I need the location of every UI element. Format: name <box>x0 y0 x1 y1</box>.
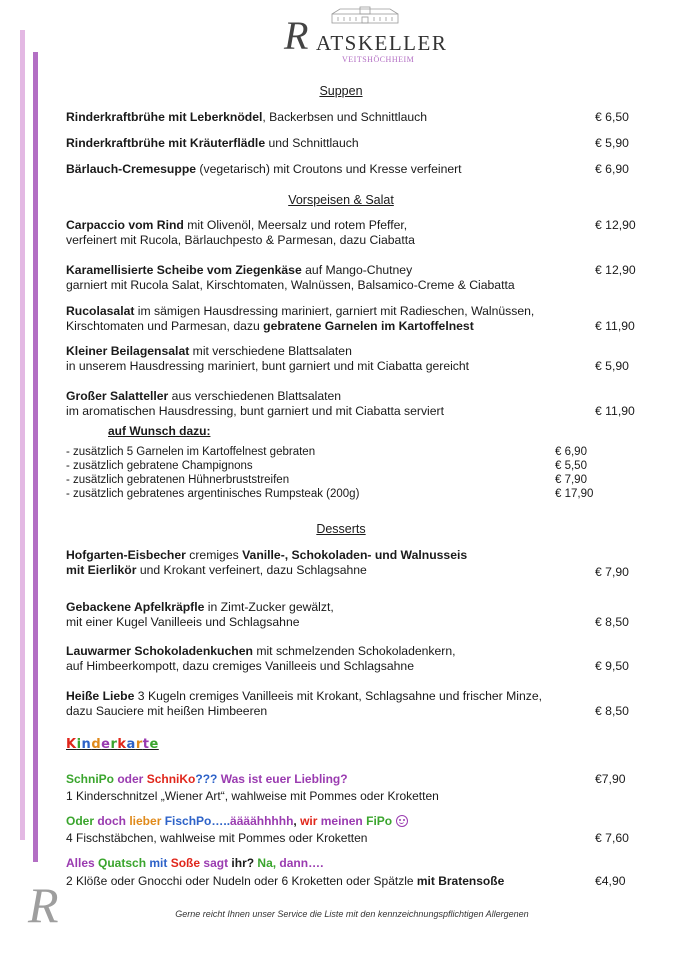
extra-item: - zusätzlich gebratene Champignons <box>66 460 253 472</box>
item-price: € 7,60 <box>595 831 629 845</box>
menu-item <box>66 344 586 374</box>
menu-item <box>66 644 586 674</box>
dish-description-line2: in unserem Hausdressing mariniert, bunt garniert und mit Ciabatta gereicht <box>66 359 470 373</box>
dish-description: cremiges <box>185 548 243 562</box>
kids-headline-word: meinen <box>320 814 367 828</box>
allergen-note: Gerne reicht Ihnen unser Service die Liste mit den kennzeichnungspflichtigen Allergenen <box>175 909 529 919</box>
dish-description: im sämigen Hausdressing mariniert, garniert mit Radieschen, Walnüssen, <box>134 304 535 318</box>
kids-headline-word: doch <box>97 814 130 828</box>
item-price: € 9,50 <box>595 659 629 673</box>
logo-initial: R <box>284 13 309 58</box>
dish-highlight: gebratene Garnelen im Kartoffelnest <box>263 319 474 333</box>
menu-item <box>66 162 586 177</box>
kids-headline-word: ??? <box>195 772 221 786</box>
item-price: € 11,90 <box>595 319 635 333</box>
kids-desc-highlight: mit Bratensoße <box>416 874 505 888</box>
kids-title-letter: n <box>81 737 92 752</box>
building-icon <box>330 6 400 24</box>
menu-item <box>66 110 586 125</box>
item-price: € 12,90 <box>595 263 636 277</box>
kids-headline-word: Na, <box>257 856 280 870</box>
kids-headline-word: , <box>293 814 301 828</box>
dish-description: aus verschiedenen Blattsalaten <box>168 389 342 403</box>
dish-description: in Zimt-Zucker gewälzt, <box>204 600 334 614</box>
kids-item-description: 1 Kinderschnitzel „Wiener Art“, wahlweise mit Pommes oder Kroketten <box>66 789 439 803</box>
dish-name: Rucolasalat <box>66 304 135 318</box>
kids-headline-word: dann…. <box>279 856 324 870</box>
extra-item: - zusätzlich gebratenen Hühnerbruststreifen <box>66 474 290 486</box>
kids-item-description: 4 Fischstäbchen, wahlweise mit Pommes oder Kroketten <box>66 831 368 845</box>
item-price: € 8,50 <box>595 615 629 629</box>
extra-price: € 17,90 <box>555 488 594 500</box>
dish-description-line2: im aromatischen Hausdressing, bunt garniert und mit Ciabatta serviert <box>66 404 444 418</box>
dish-description: 3 Kugeln cremiges Vanilleeis mit Krokant, Schlagsahne und frischer Minze, <box>134 689 542 703</box>
item-price: € 8,50 <box>595 704 629 718</box>
logo-name: ATSKELLER <box>316 31 448 55</box>
item-price: € 7,90 <box>595 565 629 579</box>
kids-title-letter: i <box>76 737 82 752</box>
item-price: €7,90 <box>595 772 626 786</box>
dish-description: und Schnittlauch <box>265 136 359 150</box>
extra-price: € 5,50 <box>555 460 587 472</box>
item-price: € 5,90 <box>595 359 629 373</box>
kids-item-headline <box>66 772 586 787</box>
dish-name: Hofgarten-Eisbecher <box>66 548 186 562</box>
smiley-icon <box>396 815 408 827</box>
dish-description-line2: mit einer Kugel Vanilleeis und Schlagsahne <box>66 615 300 629</box>
dish-name: Rinderkraftbrühe mit Kräuterflädle <box>66 136 266 150</box>
menu-item <box>66 548 586 578</box>
dish-description-line2: Kirschtomaten und Parmesan, dazu <box>66 319 264 333</box>
decor-bar-light <box>20 30 25 840</box>
dish-name: Carpaccio vom Rind <box>66 218 184 232</box>
dish-description: mit Olivenöl, Meersalz und rotem Pfeffer, <box>183 218 408 232</box>
kids-headline-word: FiPo <box>366 814 393 828</box>
kids-headline-word: SchniKo <box>146 772 196 786</box>
extra-item: - zusätzlich gebratenes argentinisches Rumpsteak (200g) <box>66 488 360 500</box>
dish-name: Karamellisierte Scheibe vom Ziegenkäse <box>66 263 302 277</box>
menu-item <box>66 218 586 248</box>
kids-headline-word: sagt <box>203 856 232 870</box>
dish-name: Großer Salatteller <box>66 389 169 403</box>
dish-description: mit verschiedene Blattsalaten <box>189 344 352 358</box>
dish-name: Lauwarmer Schokoladenkuchen <box>66 644 253 658</box>
menu-item <box>66 136 586 151</box>
section-heading-vorspeisen: Vorspeisen & Salat <box>288 193 394 207</box>
extra-item: - zusätzlich 5 Garnelen im Kartoffelnest gebraten <box>66 446 316 458</box>
dish-highlight: mit Eierlikör <box>66 563 137 577</box>
dish-description-line2: verfeinert mit Rucola, Bärlauchpesto & Parmesan, dazu Ciabatta <box>66 233 415 247</box>
item-price: € 6,50 <box>595 110 629 124</box>
section-heading-suppen: Suppen <box>319 84 363 98</box>
kids-title-letter: a <box>126 737 136 752</box>
section-heading-desserts: Desserts <box>316 522 366 536</box>
kids-title-letter: K <box>66 737 77 752</box>
kids-title-letter: e <box>149 737 159 752</box>
dish-name: Gebackene Apfelkräpfle <box>66 600 205 614</box>
kids-headline-word: FischPo….. <box>164 814 231 828</box>
kids-headline-word: Was ist euer Liebling? <box>220 772 348 786</box>
menu-item <box>66 389 586 419</box>
kids-title-letter: r <box>110 737 118 752</box>
dish-description: , Backerbsen und Schnittlauch <box>262 110 428 124</box>
kids-headline-word: äääähhhhh <box>230 814 294 828</box>
restaurant-logo <box>282 4 448 64</box>
dish-description-line2: auf Himbeerkompott, dazu cremiges Vanilleeis und Schlagsahne <box>66 659 414 673</box>
kids-desc-text: 2 Klöße oder Gnocchi oder Nudeln oder 6 Kroketten oder Spätzle <box>66 874 417 888</box>
kids-headline-word: SchniPo <box>66 772 115 786</box>
menu-item <box>66 600 586 630</box>
logo-location: VEITSHÖCHHEIM <box>342 55 415 64</box>
kids-headline-word: oder <box>114 772 147 786</box>
extras-heading: auf Wunsch dazu: <box>108 424 211 438</box>
item-price: € 11,90 <box>595 404 635 418</box>
extra-price: € 7,90 <box>555 474 587 486</box>
kids-title-letter: d <box>91 737 102 752</box>
kids-headline-word: wir <box>300 814 321 828</box>
kids-title-letter: r <box>135 737 143 752</box>
item-price: €4,90 <box>595 874 626 888</box>
menu-item <box>66 689 586 719</box>
dish-name: Bärlauch-Cremesuppe <box>66 162 197 176</box>
menu-item <box>66 304 586 334</box>
dish-name: Rinderkraftbrühe mit Leberknödel <box>66 110 263 124</box>
item-price: € 6,90 <box>595 162 629 176</box>
kids-item-headline <box>66 856 586 871</box>
kids-menu-title <box>66 737 159 752</box>
dish-name: Heiße Liebe <box>66 689 135 703</box>
dish-description: (vegetarisch) mit Croutons und Kresse verfeinert <box>196 162 462 176</box>
dish-highlight: Vanille-, Schokoladen- und Walnusseis <box>242 548 468 562</box>
kids-headline-word: ihr? <box>231 856 258 870</box>
item-price: € 5,90 <box>595 136 629 150</box>
kids-headline-word: Quatsch <box>98 856 150 870</box>
item-price: € 12,90 <box>595 218 636 232</box>
logo-watermark: R <box>28 877 59 933</box>
dish-description-line2: und Krokant verfeinert, dazu Schlagsahne <box>136 563 367 577</box>
kids-item-description <box>66 874 586 889</box>
dish-description-line2: garniert mit Rucola Salat, Kirschtomaten, Walnüssen, Balsamico-Creme & Ciabatta <box>66 278 515 292</box>
dish-name: Kleiner Beilagensalat <box>66 344 190 358</box>
kids-title-letter: k <box>117 737 127 752</box>
menu-item <box>66 263 586 293</box>
extra-price: € 6,90 <box>555 446 587 458</box>
kids-headline-word: Alles <box>66 856 99 870</box>
dish-description-line2: dazu Sauciere mit heißen Himbeeren <box>66 704 268 718</box>
kids-title-letter: t <box>142 737 150 752</box>
kids-headline-word: Soße <box>170 856 204 870</box>
dish-description: auf Mango-Chutney <box>301 263 413 277</box>
kids-item-headline <box>66 814 586 829</box>
kids-title-letter: e <box>101 737 111 752</box>
kids-headline-word: Oder <box>66 814 98 828</box>
decor-bar-dark <box>33 52 38 862</box>
kids-headline-word: mit <box>149 856 171 870</box>
kids-headline-word: lieber <box>129 814 165 828</box>
dish-description: mit schmelzenden Schokoladenkern, <box>252 644 456 658</box>
